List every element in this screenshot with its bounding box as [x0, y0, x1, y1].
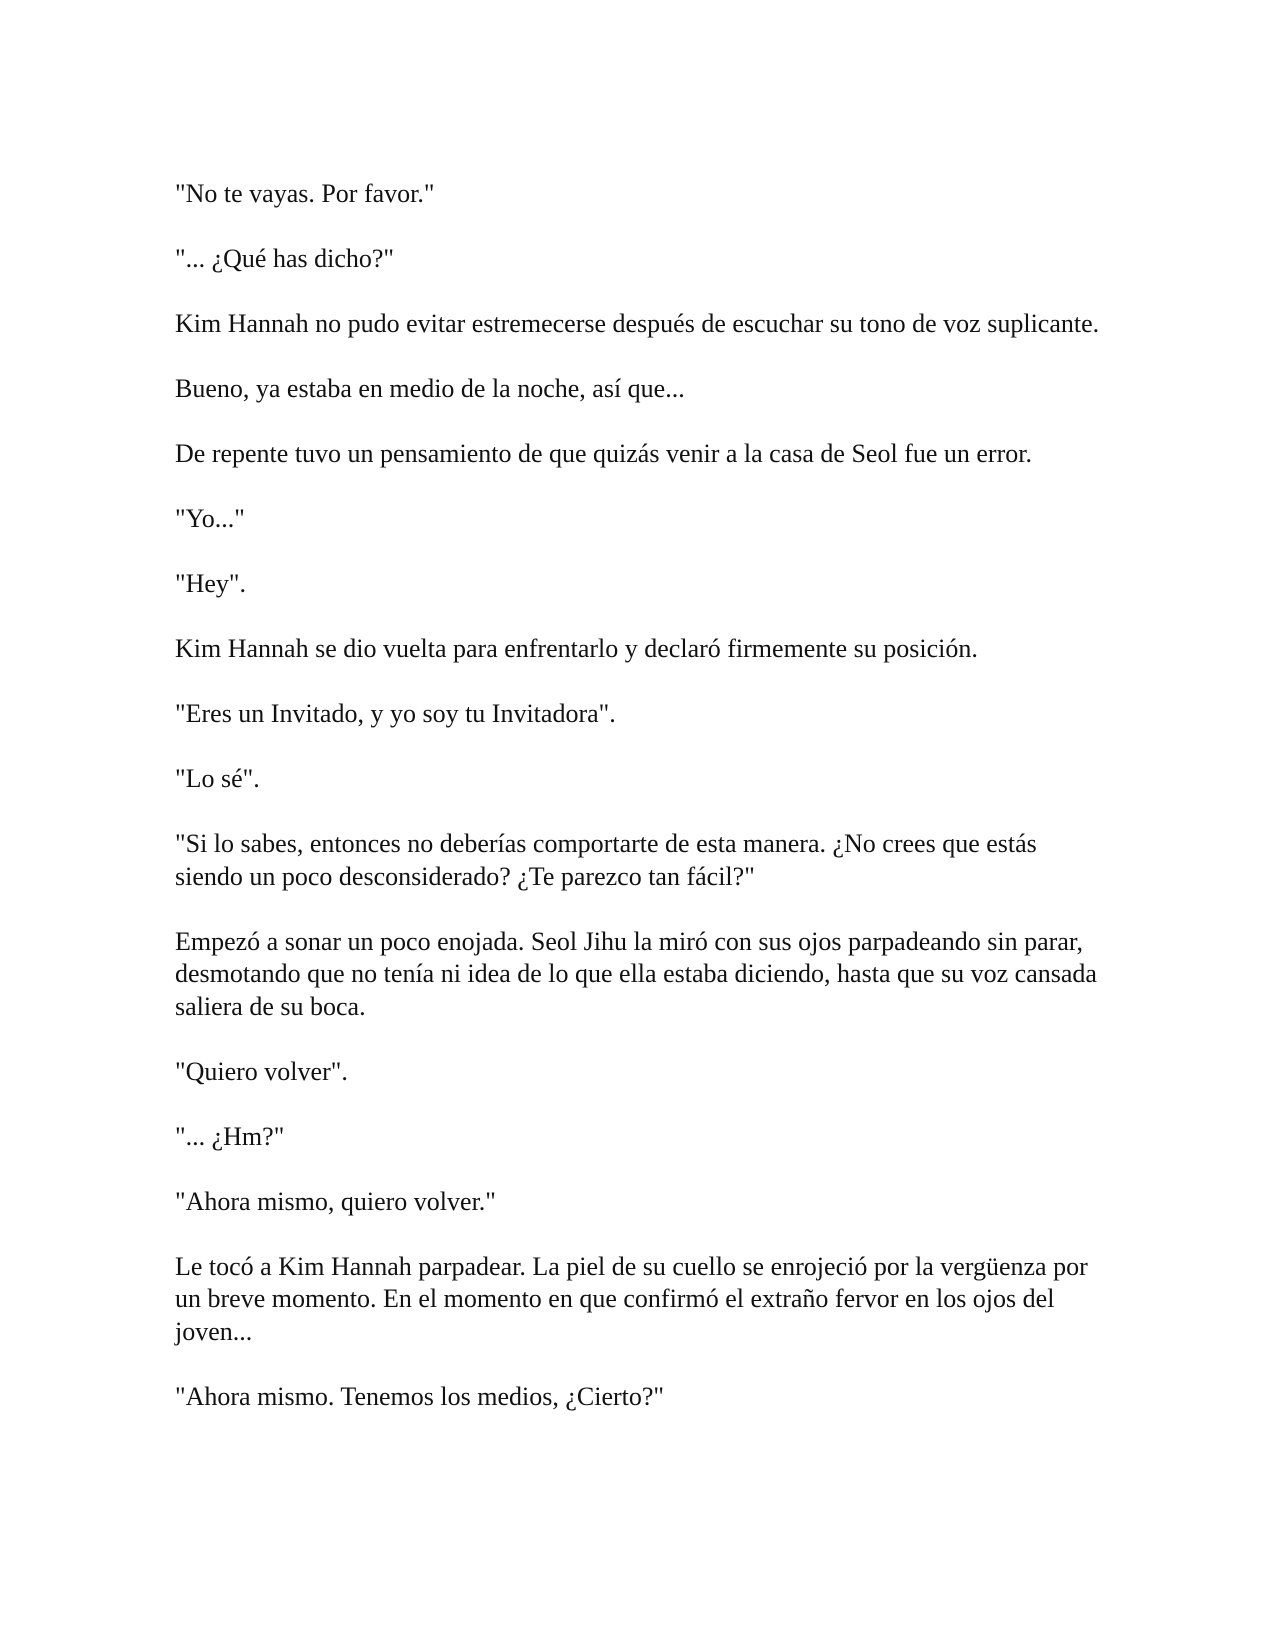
paragraph: "Eres un Invitado, y yo soy tu Invitadora". [175, 699, 616, 728]
document-body [175, 178, 1100, 1446]
paragraph: De repente tuvo un pensamiento de que quizás venir a la casa de Seol fue un error. [175, 439, 1032, 468]
paragraph: "Si lo sabes, entonces no deberías comportarte de esta manera. ¿No crees que estás siendo un poco desconsiderado? ¿Te parezco tan fácil?" [175, 829, 1037, 891]
paragraph: "... ¿Qué has dicho?" [175, 244, 395, 273]
paragraph: Le tocó a Kim Hannah parpadear. La piel de su cuello se enrojeció por la vergüenza por un breve momento. En el momento en que confirmó el extraño fervor en los ojos del joven... [175, 1251, 1088, 1346]
paragraph: "... ¿Hm?" [175, 1121, 285, 1151]
paragraph: Kim Hannah no pudo evitar estremecerse después de escuchar su tono de voz suplicante. [175, 309, 1100, 338]
paragraph: Bueno, ya estaba en medio de la noche, así que... [175, 374, 685, 403]
paragraph: "Yo..." [175, 504, 245, 533]
paragraph: "Hey". [175, 569, 247, 598]
paragraph: "No te vayas. Por favor." [175, 179, 435, 208]
paragraph: "Quiero volver". [175, 1056, 348, 1086]
paragraph: "Ahora mismo. Tenemos los medios, ¿Cierto?" [175, 1381, 665, 1411]
paragraph: "Ahora mismo, quiero volver." [175, 1186, 496, 1216]
paragraph: Kim Hannah se dio vuelta para enfrentarlo y declaró firmemente su posición. [175, 634, 978, 663]
paragraph: Empezó a sonar un poco enojada. Seol Jihu la miró con sus ojos parpadeando sin parar, desmotando que no tenía ni idea de lo que ella estaba diciendo, hasta que su voz cansada saliera de su boca. [175, 926, 1097, 1021]
paragraph: "Lo sé". [175, 764, 260, 793]
